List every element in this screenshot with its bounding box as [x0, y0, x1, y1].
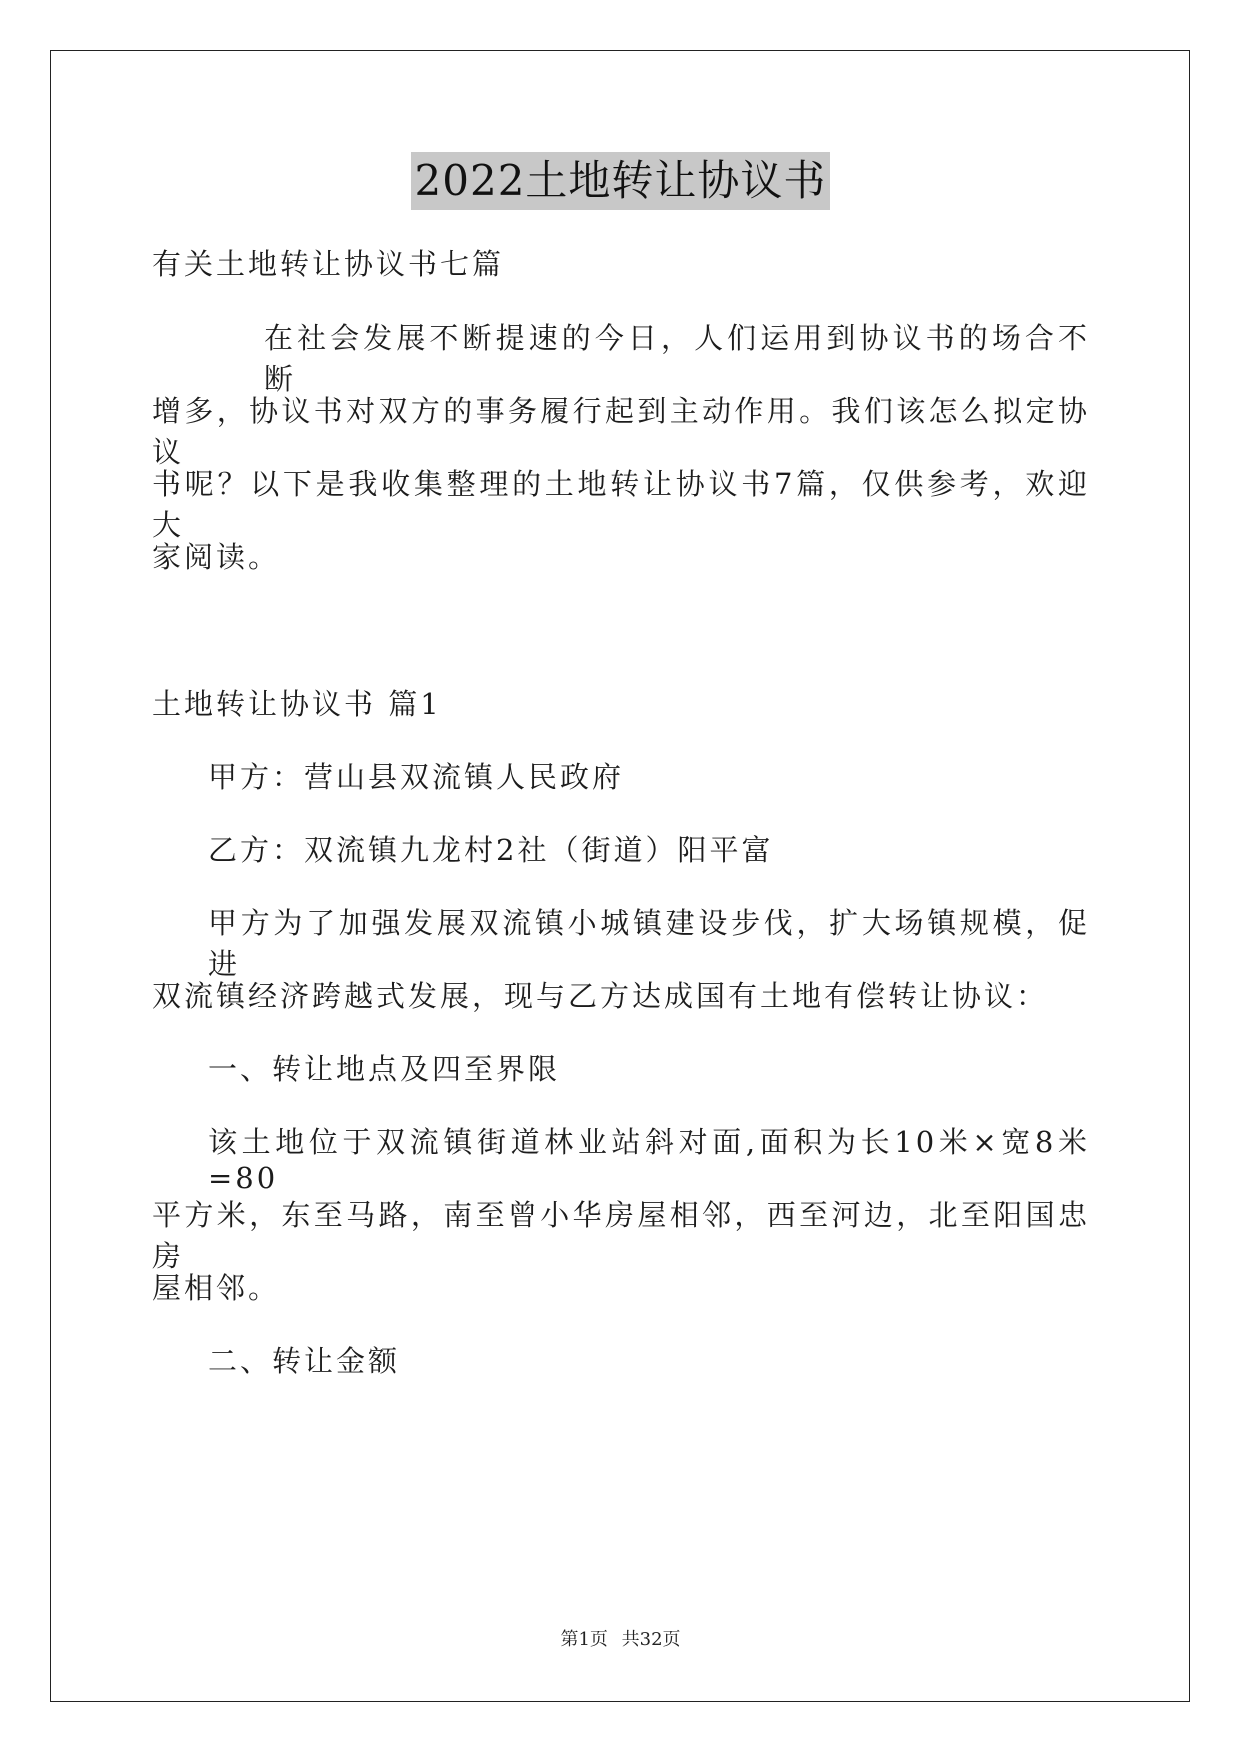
intro-line-1: 在社会发展不断提速的今日，人们运用到协议书的场合不断	[264, 321, 1090, 396]
subtitle: 有关土地转让协议书七篇	[152, 247, 505, 281]
clause1-heading: 一、转让地点及四至界限	[208, 1052, 561, 1086]
clause1-line-3: 屋相邻。	[152, 1271, 281, 1305]
title-container	[0, 152, 1241, 210]
party-a: 甲方：营山县双流镇人民政府	[208, 760, 625, 794]
purpose-line-2: 双流镇经济跨越式发展，现与乙方达成国有土地有偿转让协议：	[152, 979, 1049, 1013]
document-title: 2022土地转让协议书	[411, 152, 831, 210]
purpose-line-1: 甲方为了加强发展双流镇小城镇建设步伐，扩大场镇规模，促进	[208, 906, 1090, 981]
intro-line-3: 书呢？以下是我收集整理的土地转让协议书7篇，仅供参考，欢迎大	[152, 467, 1090, 542]
page-border	[50, 50, 1190, 1702]
clause1-line-2: 平方米，东至马路，南至曾小华房屋相邻，西至河边，北至阳国忠房	[152, 1198, 1090, 1273]
party-b: 乙方：双流镇九龙村2社（街道）阳平富	[208, 833, 774, 867]
page-footer	[0, 1625, 1241, 1651]
page-number: 第1页	[560, 1629, 608, 1650]
intro-line-2: 增多，协议书对双方的事务履行起到主动作用。我们该怎么拟定协议	[152, 394, 1090, 469]
intro-line-4: 家阅读。	[152, 540, 281, 574]
clause1-line-1: 该土地位于双流镇街道林业站斜对面,面积为长10米×宽8米=80	[208, 1125, 1090, 1195]
clause2-heading: 二、转让金额	[208, 1344, 401, 1378]
page-total: 共32页	[621, 1629, 681, 1650]
section-heading: 土地转让协议书 篇1	[152, 687, 442, 721]
